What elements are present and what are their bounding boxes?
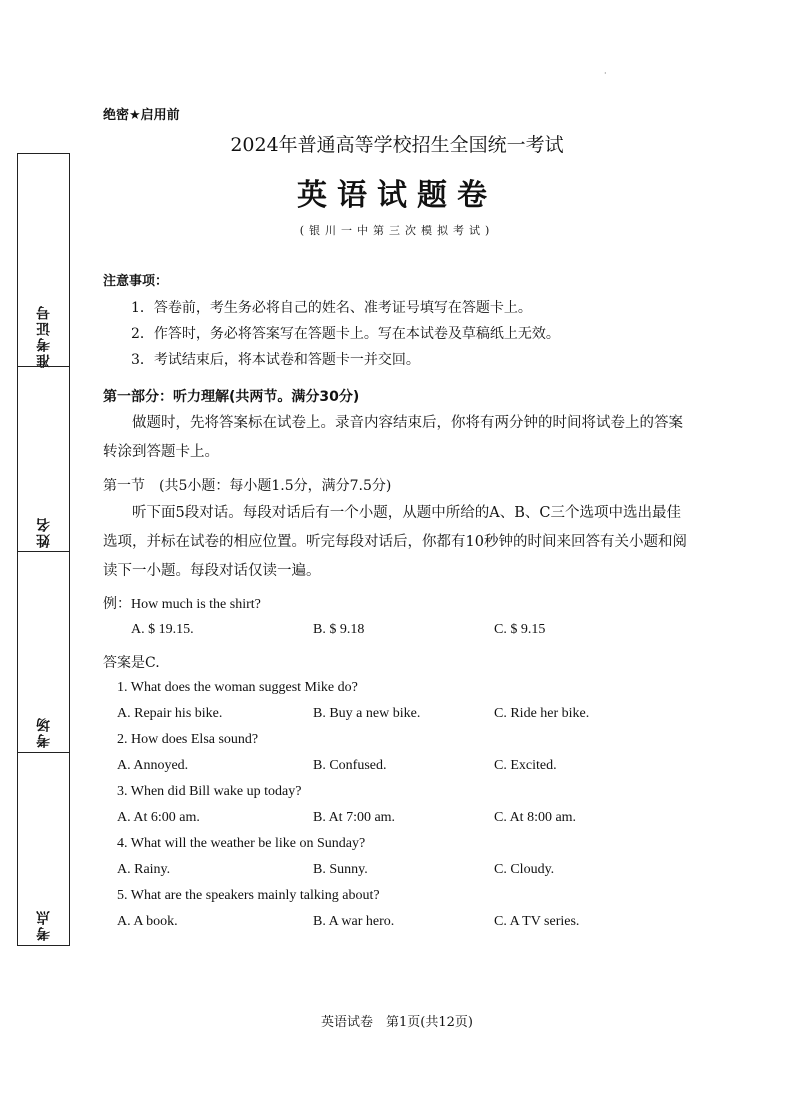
binding-strip [17, 153, 70, 946]
notice-item: 2．作答时，务必将答案写在答题卡上。写在本试卷及草稿纸上无效。 [131, 326, 560, 342]
question-5-option-b: B. A war hero. [313, 914, 395, 929]
question-4-option-b: B. Sunny. [313, 862, 368, 877]
scan-dot: · [604, 69, 607, 78]
example-option-c: C. $ 9.15 [494, 622, 546, 637]
example-answer: 答案是C. [103, 655, 160, 671]
question-2-option-b: B. Confused. [313, 758, 387, 773]
example-option-a: A. $ 19.15. [131, 622, 194, 637]
binding-label-exam-number: 准考证号 [35, 304, 52, 368]
binding-divider [18, 366, 69, 367]
question-1-option-a: A. Repair his bike. [117, 706, 223, 721]
notice-item: 3．考试结束后，将本试卷和答题卡一并交回。 [131, 352, 420, 368]
binding-divider [18, 551, 69, 552]
example-question: 例：How much is the shirt? [103, 597, 261, 612]
binding-label-exam-site: 考点 [35, 909, 52, 941]
section1-instruction: 听下面5段对话。每段对话后有一个小题，从题中所给的A、B、C三个选项中选出最佳选项，并标在试卷的相应位置。听完每段对话后，你都有10秒钟的时间来回答有关小题和阅读下一小题。每段对话仅读一遍。 [103, 505, 687, 579]
part1-title: 第一部分：听力理解(共两节。满分30分) [103, 389, 360, 405]
question-3-option-a: A. At 6:00 am. [117, 810, 200, 825]
paper-title: 英语试题卷 [297, 178, 497, 213]
example-option-b: B. $ 9.18 [313, 622, 365, 637]
question-3-option-b: B. At 7:00 am. [313, 810, 396, 825]
exam-title: 2024年普通高等学校招生全国统一考试 [230, 134, 564, 156]
question-5-option-a: A. A book. [117, 914, 178, 929]
question-4-option-c: C. Cloudy. [494, 862, 555, 877]
question-2-option-a: A. Annoyed. [117, 758, 189, 773]
section1-title: 第一节 (共5小题：每小题1.5分，满分7.5分) [103, 478, 392, 494]
question-4: 4. What will the weather be like on Sunday? [117, 836, 366, 851]
question-4-option-a: A. Rainy. [117, 862, 171, 877]
notice-heading: 注意事项： [103, 274, 169, 289]
page-footer: 英语试卷 第1页(共12页) [321, 1015, 473, 1030]
exam-subtitle: (银川一中第三次模拟考试) [299, 224, 495, 237]
binding-label-name: 姓名 [35, 516, 52, 548]
part1-instruction: 做题时，先将答案标在试卷上。录音内容结束后，你将有两分钟的时间将试卷上的答案转涂到答题卡上。 [103, 415, 683, 460]
notice-item: 1．答卷前，考生务必将自己的姓名、准考证号填写在答题卡上。 [131, 300, 532, 316]
question-2-option-c: C. Excited. [494, 758, 557, 773]
question-1: 1. What does the woman suggest Mike do? [117, 680, 358, 695]
confidential-label: 绝密★启用前 [103, 108, 180, 123]
question-1-option-b: B. Buy a new bike. [313, 706, 421, 721]
question-2: 2. How does Elsa sound? [117, 732, 259, 747]
question-5: 5. What are the speakers mainly talking about? [117, 888, 380, 903]
question-3-option-c: C. At 8:00 am. [494, 810, 577, 825]
question-3: 3. When did Bill wake up today? [117, 784, 302, 799]
binding-label-exam-room: 考场 [35, 716, 52, 748]
binding-divider [18, 752, 69, 753]
question-5-option-c: C. A TV series. [494, 914, 580, 929]
question-1-option-c: C. Ride her bike. [494, 706, 590, 721]
